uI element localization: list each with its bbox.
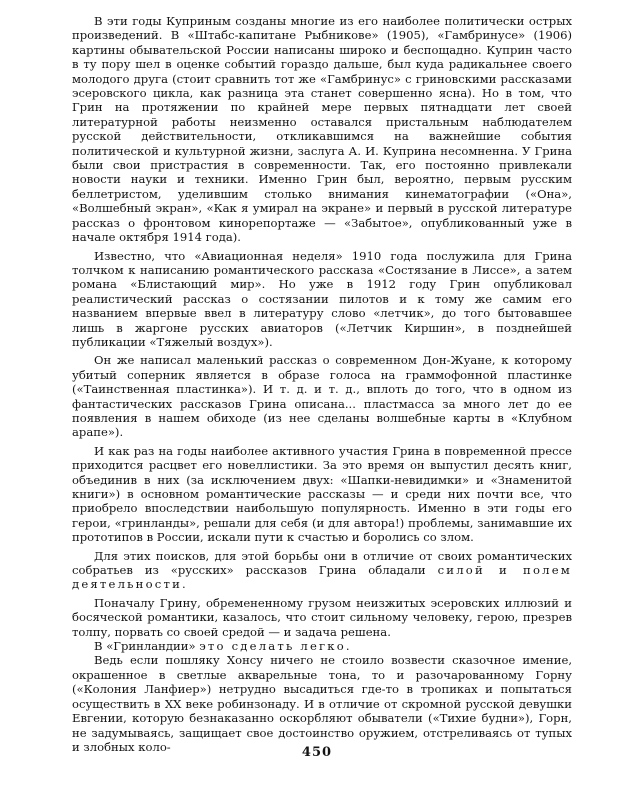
paragraph-horn-robinsonade: Ведь если пошляку Хонсу ничего не стоило возвести сказочное имение, окрашенное в светлые акварельные тона, то и разочарованному Горну («Колония Ланфиер») нетрудно высадиться где-то в тропиках и попытаться осуществить в XX веке робинзонаду. И в отличие от скромной русской девушки Евгении, которую безнаказанно оскорбляют обыватели («Тихие будни»), Горн, не задумываясь, защищает свое достоинство оружием, отстреливаясь от тупых и злобных коло- [72, 653, 572, 754]
paragraph-text-end: . [345, 639, 350, 654]
paragraph-text-start: В «Гринландии» [94, 639, 200, 654]
paragraph-novella-flourishing: И как раз на годы наиболее активного участия Грина в повременной прессе приходится расцвет его новеллистики. За это время он выпустил десять книг, объединив в них (за исключением двух: «Шапки-невидимки» и «Знаменитой книги») в основном романтические рассказы — и среди них почти все, что приобрело впоследствии наибольшую популярность. Именно в эти годы его герои, «гринланды», решали для себя (и для автора!) проблемы, занимавшие их прототипов в России, искали пути к счастью и боролись со злом. [72, 443, 572, 545]
body-text [72, 14, 572, 754]
paragraph-romantic-searches [72, 549, 572, 592]
paragraph-text-end: . [182, 577, 186, 592]
spaced-emphasis: силой и полем деятельности [72, 563, 572, 592]
paragraph-kuprin-influence: В эти годы Куприным созданы многие из его наиболее политически острых произведений. В «Штабс-капитане Рыбникове» (1905), «Гамбринусе» (1906) картины обывательской России написаны широко и беспощадно. Куприн часто в ту пору шел в оценке событий гораздо дальше, был куда радикальнее своего молодого друга (стоит сравнить тот же «Гамбринус» с гриновскими рассказами эсеровского цикла, как разница эта станет совершенно ясна). Но в том, что Грин на протяжении по крайней мере первых пятнадцати лет своей литературной работы неизменно оставался пристальным наблюдателем русской действительности, откликавшимся на важнейшие события политической и культурной жизни, заслуга А. И. Куприна несомненна. У Грина были свои пристрастия в современности. Так, его постоянно привлекали новости науки и техники. Именно Грин был, вероятно, первым русским беллетристом, уделившим столько внимания кинематографии («Она», «Волшебный экран», «Как я умирал на экране» и первый в русской литературе рассказ о фронтовом кинорепортаже — «Забытое», опубликованный уже в начале октября 1914 года). [72, 14, 572, 245]
paragraph-grinlandia-easy [72, 639, 572, 653]
page-number: 450 [301, 745, 333, 760]
paragraph-hero-illusions: Поначалу Грину, обремененному грузом неизжитых эсеровских иллюзий и босяческой романтики, казалось, что стоит сильному человеку, герою, презрев толпу, порвать со своей средой — и задача решена. [72, 595, 572, 639]
paragraph-don-juan-story: Он же написал маленький рассказ о современном Дон-Жуане, к которому убитый соперник является в образе голоса на граммофонной пластинке («Таинственная пластинка»). И т. д. и т. д., вплоть до того, что в одном из фантастических рассказов Грина описана... пластмасса за много лет до ее появления в нашем обиходе (из нее сделаны волшебные карты в «Клубном арапе»). [72, 353, 572, 440]
paragraph-text-start: Для этих поисков, для этой борьбы они в отличие от своих романтических собратьев из «русских» рассказов Грина обладали [72, 548, 572, 578]
spaced-emphasis: это сделать легко [199, 639, 346, 654]
paragraph-aviation-week: Известно, что «Авиационная неделя» 1910 года послужила для Грина толчком к написанию романтического рассказа «Состязание в Лиссе», а затем романа «Блистающий мир». Но уже в 1912 году Грин опубликовал реалистический рассказ о состязании пилотов и к тому же самим его названием впервые ввел в литературу слово «летчик», до того бытовавшее лишь в жаргоне русских авиаторов («Летчик Киршин», в позднейшей публикации «Тяжелый воздух»). [72, 248, 572, 349]
